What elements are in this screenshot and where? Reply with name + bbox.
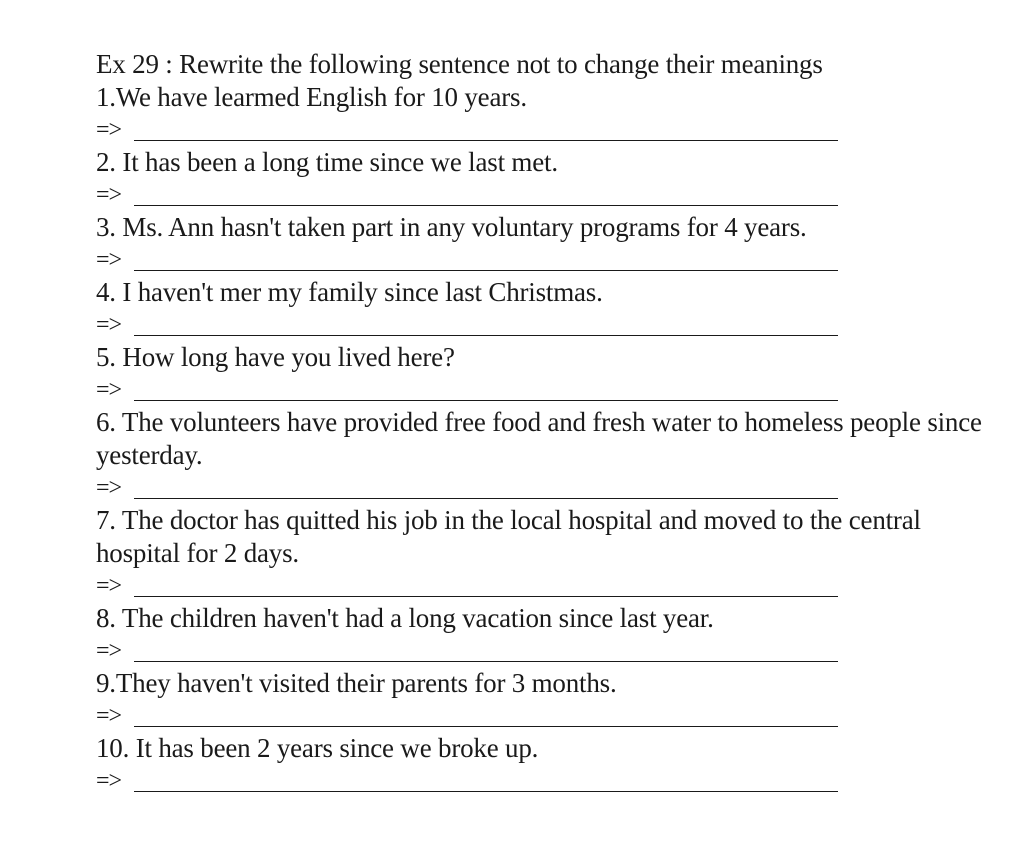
answer-arrow: => xyxy=(96,312,122,338)
answer-row-4 xyxy=(96,309,996,341)
question-7: 7. The doctor has quitted his job in the local hospital and moved to the central hospital for 2 days. xyxy=(96,505,921,568)
answer-arrow: => xyxy=(96,475,122,501)
question-6: 6. The volunteers have provided free food and fresh water to homeless people since yesterday. xyxy=(96,407,982,470)
answer-blank-4[interactable] xyxy=(134,335,838,336)
answer-blank-10[interactable] xyxy=(134,791,838,792)
answer-row-2 xyxy=(96,179,996,211)
answer-arrow: => xyxy=(96,768,122,794)
answer-arrow: => xyxy=(96,247,122,273)
exercise-sheet xyxy=(96,47,996,797)
answer-arrow: => xyxy=(96,573,122,599)
question-3: 3. Ms. Ann hasn't taken part in any voluntary programs for 4 years. xyxy=(96,212,807,242)
answer-row-8 xyxy=(96,635,996,667)
question-8: 8. The children haven't had a long vacation since last year. xyxy=(96,603,714,633)
answer-arrow: => xyxy=(96,117,122,143)
answer-arrow: => xyxy=(96,377,122,403)
answer-row-5 xyxy=(96,374,996,406)
answer-arrow: => xyxy=(96,638,122,664)
answer-blank-3[interactable] xyxy=(134,270,838,271)
answer-arrow: => xyxy=(96,703,122,729)
question-5: 5. How long have you lived here? xyxy=(96,342,455,372)
answer-blank-8[interactable] xyxy=(134,661,838,662)
answer-row-3 xyxy=(96,244,996,276)
answer-blank-7[interactable] xyxy=(134,596,838,597)
answer-row-9 xyxy=(96,700,996,732)
question-9: 9.They haven't visited their parents for 3 months. xyxy=(96,668,617,698)
answer-row-6 xyxy=(96,472,996,504)
answer-blank-9[interactable] xyxy=(134,726,838,727)
answer-arrow: => xyxy=(96,182,122,208)
answer-blank-1[interactable] xyxy=(134,140,838,141)
question-1: 1.We have learmed English for 10 years. xyxy=(96,82,527,112)
answer-blank-6[interactable] xyxy=(134,498,838,499)
question-4: 4. I haven't mer my family since last Christmas. xyxy=(96,277,603,307)
question-2: 2. It has been a long time since we last met. xyxy=(96,147,558,177)
question-10: 10. It has been 2 years since we broke up. xyxy=(96,733,539,763)
answer-row-10 xyxy=(96,765,996,797)
answer-row-1 xyxy=(96,114,996,146)
answer-blank-2[interactable] xyxy=(134,205,838,206)
answer-blank-5[interactable] xyxy=(134,400,838,401)
exercise-title: Ex 29 : Rewrite the following sentence not to change their meanings xyxy=(96,49,823,79)
answer-row-7 xyxy=(96,570,996,602)
